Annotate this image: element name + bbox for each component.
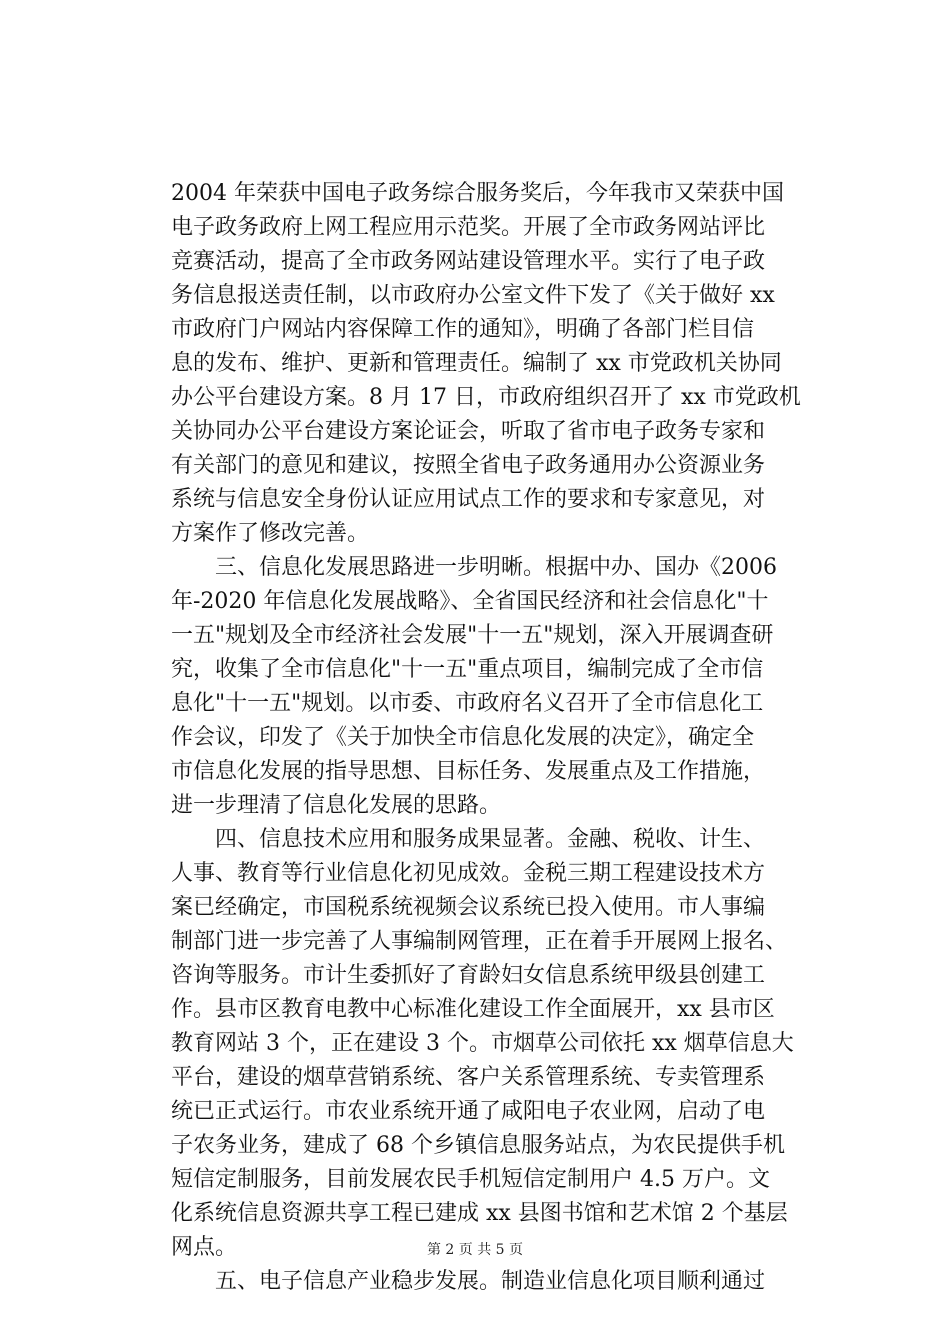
text-line: 作。县市区教育电教中心标准化建设工作全面展开，xx 县市区 [171,997,775,1022]
text-line: 案已经确定，市国税系统视频会议系统已投入使用。市人事编 [171,895,766,920]
text-line: 究，收集了全市信息化"十一五"重点项目，编制完成了全市信 [171,657,764,682]
text-line: 2004 年荣获中国电子政务综合服务奖后，今年我市又荣获中国 [171,181,784,206]
text-line: 五、电子信息产业稳步发展。制造业信息化项目顺利通过 [171,1269,766,1294]
text-line: 一五"规划及全市经济社会发展"十一五"规划，深入开展调查研 [171,623,774,648]
page-footer: 第 2 页 共 5 页 [426,1242,524,1258]
text-line: 电子政务政府上网工程应用示范奖。开展了全市政务网站评比 [171,215,766,240]
text-line: 有关部门的意见和建议，按照全省电子政务通用办公资源业务 [171,453,766,478]
text-line: 教育网站 3 个，正在建设 3 个。市烟草公司依托 xx 烟草信息大 [171,1031,794,1056]
text-line: 市政府门户网站内容保障工作的通知》，明确了各部门栏目信 [171,317,755,342]
text-line: 短信定制服务，目前发展农民手机短信定制用户 4.5 万户。文 [171,1167,770,1192]
text-line: 作会议，印发了《关于加快全市信息化发展的决定》，确定全 [171,725,755,750]
text-line: 子农务业务，建成了 68 个乡镇信息服务站点，为农民提供手机 [171,1133,785,1158]
text-line: 咨询等服务。市计生委抓好了育龄妇女信息系统甲级县创建工 [171,963,766,988]
text-line: 进一步理清了信息化发展的思路。 [171,793,502,818]
text-line: 息化"十一五"规划。以市委、市政府名义召开了全市信息化工 [171,691,764,716]
text-line: 关协同办公平台建设方案论证会，听取了省市电子政务专家和 [171,419,766,444]
text-line: 年-2020 年信息化发展战略》、全省国民经济和社会信息化"十 [171,589,769,614]
body-text [171,177,831,1299]
text-line: 市信息化发展的指导思想、目标任务、发展重点及工作措施， [171,759,766,784]
text-line: 办公平台建设方案。8 月 17 日，市政府组织召开了 xx 市党政机 [171,385,801,410]
text-line: 务信息报送责任制，以市政府办公室文件下发了《关于做好 xx [171,283,775,308]
text-line: 平台，建设的烟草营销系统、客户关系管理系统、专卖管理系 [171,1065,766,1090]
text-line: 方案作了修改完善。 [171,521,370,546]
text-line: 制部门进一步完善了人事编制网管理，正在着手开展网上报名、 [171,929,788,954]
text-line: 网点。 [171,1235,238,1260]
text-line: 三、信息化发展思路进一步明晰。根据中办、国办《2006 [171,555,777,580]
text-line: 人事、教育等行业信息化初见成效。金税三期工程建设技术方 [171,861,766,886]
text-line: 四、信息技术应用和服务成果显著。金融、税收、计生、 [171,827,766,852]
text-line: 竞赛活动，提高了全市政务网站建设管理水平。实行了电子政 [171,249,766,274]
text-line: 化系统信息资源共享工程已建成 xx 县图书馆和艺术馆 2 个基层 [171,1201,788,1226]
text-line: 系统与信息安全身份认证应用试点工作的要求和专家意见，对 [171,487,766,512]
text-line: 统已正式运行。市农业系统开通了咸阳电子农业网，启动了电 [171,1099,766,1124]
text-line: 息的发布、维护、更新和管理责任。编制了 xx 市党政机关协同 [171,351,782,376]
